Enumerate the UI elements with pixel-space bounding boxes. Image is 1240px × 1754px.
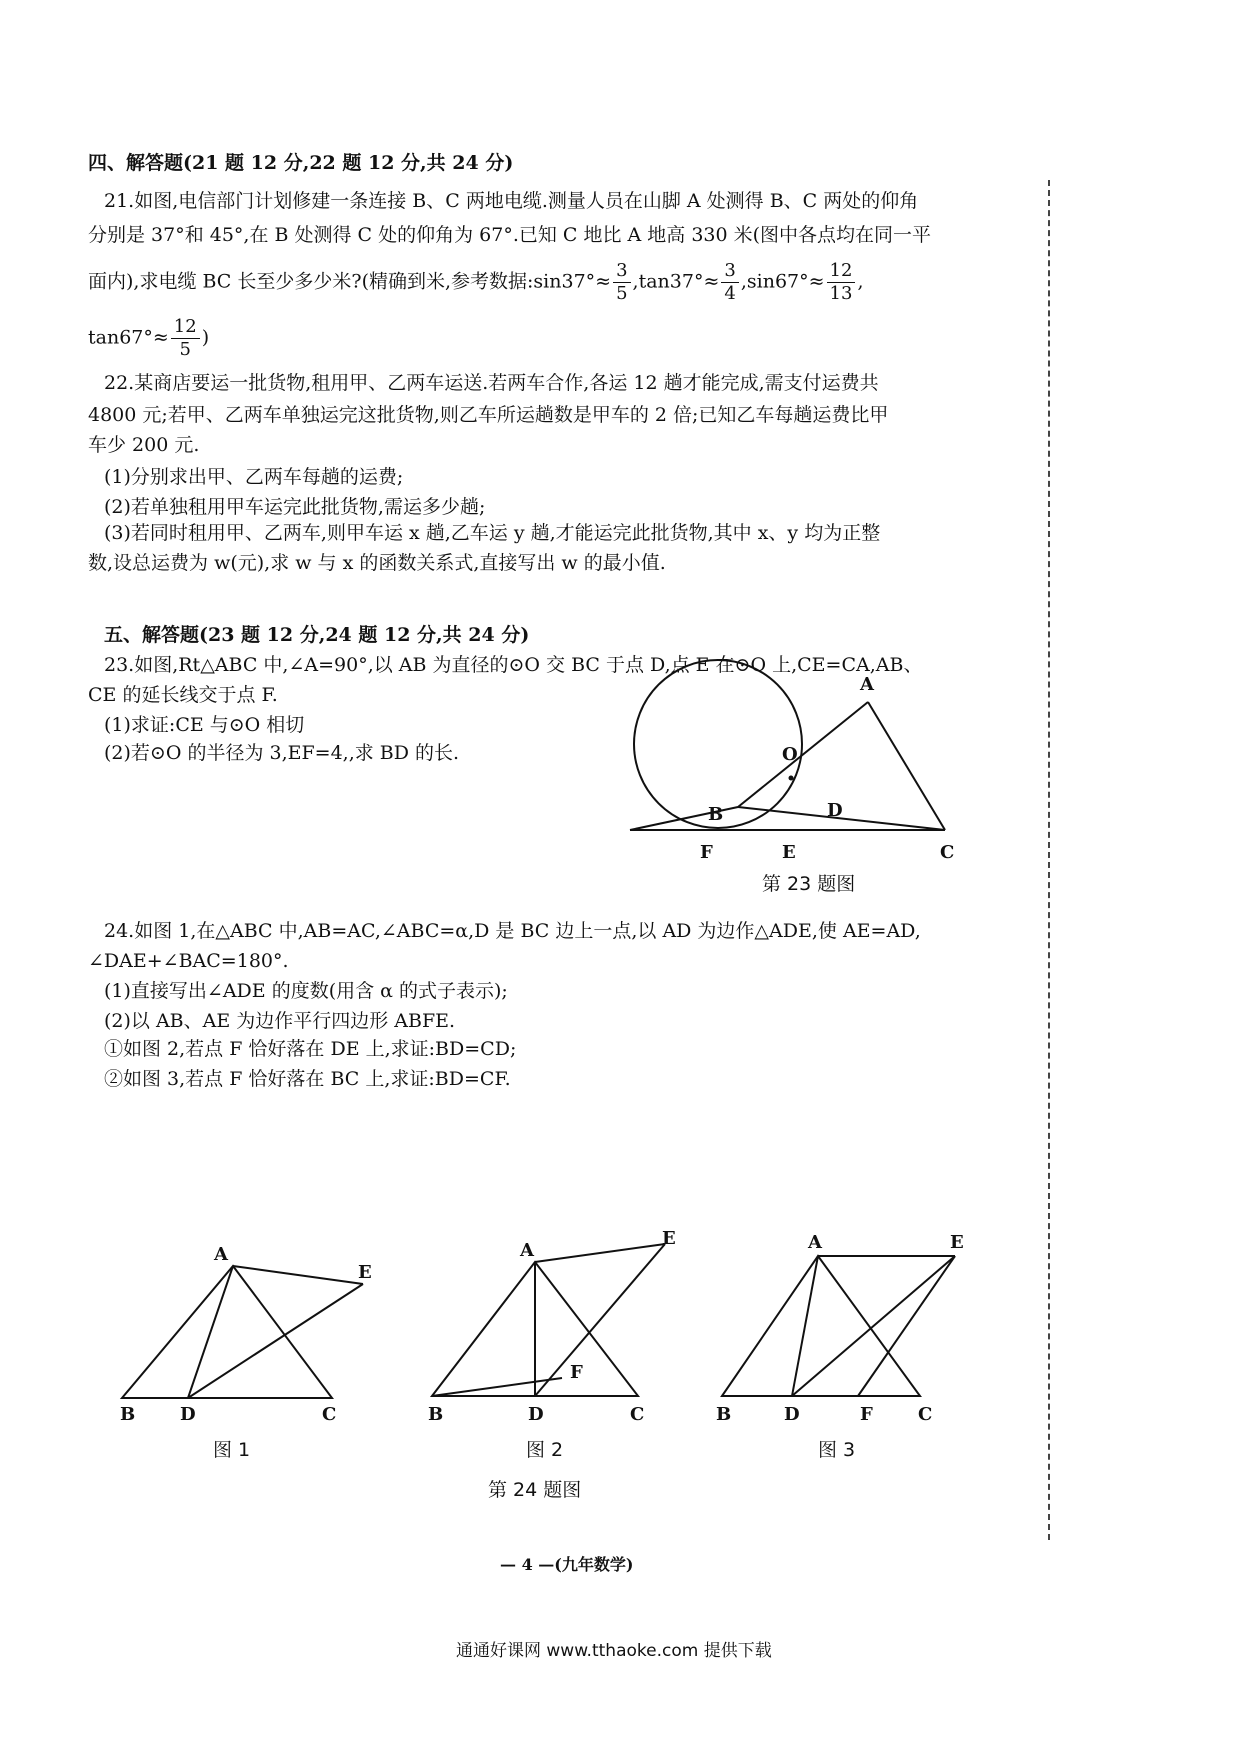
q23-part-1: (1)求证:CE 与⊙O 相切 — [104, 714, 305, 736]
fig2-label-d: D — [528, 1404, 544, 1425]
fig23-label-a: A — [860, 674, 874, 695]
line-de-2 — [535, 1244, 665, 1396]
fig1-caption: 图 1 — [213, 1439, 251, 1461]
q21-line-2: 分别是 37°和 45°,在 B 处测得 C 处的仰角为 67°.已知 C 地比 A 地高 330 米(图中各点均在同一平 — [88, 224, 932, 246]
figure-24-3 — [722, 1256, 955, 1396]
fig23-label-f: F — [700, 842, 713, 863]
fig2-label-f: F — [570, 1362, 583, 1383]
q24-part-1: (1)直接写出∠ADE 的度数(用含 α 的式子表示); — [104, 980, 508, 1002]
circle-o — [634, 660, 802, 828]
q24-part-2b: ②如图 3,若点 F 恰好落在 BC 上,求证:BD=CF. — [104, 1068, 511, 1090]
line-ae-2 — [535, 1244, 665, 1262]
q22-part-3-line-1: (3)若同时租用甲、乙两车,则甲车运 x 趟,乙车运 y 趟,才能运完此批货物,其中 x、y 均为正整 — [104, 522, 881, 544]
figure-24-1 — [122, 1266, 363, 1398]
q22-part-1: (1)分别求出甲、乙两车每趟的运费; — [104, 466, 404, 488]
q24-line-1: 24.如图 1,在△ABC 中,AB=AC,∠ABC=α,D 是 BC 边上一点,以 AD 为边作△ADE,使 AE=AD, — [104, 920, 921, 942]
fraction-3-5: $\frac{3}{5}$ — [613, 262, 630, 303]
q23-line-1: 23.如图,Rt△ABC 中,∠A=90°,以 AB 为直径的⊙O 交 BC 于点 D,点 E 在⊙O 上,CE=CA,AB、 — [104, 654, 923, 676]
fig1-label-b: B — [120, 1404, 136, 1425]
line-ab — [738, 702, 868, 807]
q23-part-2: (2)若⊙O 的半径为 3,EF=4,,求 BD 的长. — [104, 742, 460, 764]
fig3-label-d: D — [784, 1404, 800, 1425]
page-number: — 4 —(九年数学) — [500, 1555, 634, 1574]
fig2-label-e: E — [662, 1228, 676, 1249]
fig2-label-a: A — [520, 1240, 534, 1261]
fig23-caption: 第 23 题图 — [762, 873, 856, 895]
q21-line-3-text-d: , — [857, 270, 864, 293]
fig23-label-o: O — [782, 744, 798, 765]
q22-part-3-line-2: 数,设总运费为 w(元),求 w 与 x 的函数关系式,直接写出 w 的最小值. — [88, 552, 666, 574]
q21-line-3-text-c: ,sin67°≈ — [740, 270, 825, 293]
line-ae-1 — [233, 1266, 363, 1284]
fig2-caption: 图 2 — [526, 1439, 564, 1461]
figure-24-2 — [432, 1244, 665, 1396]
fraction-12-5: $\frac{12}{5}$ — [171, 318, 200, 359]
fig3-label-b: B — [716, 1404, 732, 1425]
q21-line-3-text-b: ,tan37°≈ — [632, 270, 720, 293]
line-ad-3 — [792, 1256, 818, 1396]
fig3-label-a: A — [808, 1232, 822, 1253]
fig1-label-d: D — [180, 1404, 196, 1425]
fig23-label-b: B — [708, 804, 724, 825]
fig1-label-a: A — [214, 1244, 228, 1265]
q22-line-1: 22.某商店要运一批货物,租用甲、乙两车运送.若两车合作,各运 12 趟才能完成,需支付运费共 — [104, 372, 879, 394]
triangle-abc-3 — [722, 1256, 920, 1396]
q21-line-3-text-a: 面内),求电缆 BC 长至少多少米?(精确到米,参考数据:sin37°≈ — [88, 270, 612, 293]
fig1-label-e: E — [358, 1262, 372, 1283]
fraction-3-4: $\frac{3}{4}$ — [721, 262, 738, 303]
fig23-label-d: D — [827, 800, 843, 821]
fraction-12-13: $\frac{12}{13}$ — [827, 262, 856, 303]
section-4-heading: 四、解答题(21 题 12 分,22 题 12 分,共 24 分) — [88, 152, 514, 174]
section-5-heading: 五、解答题(23 题 12 分,24 题 12 分,共 24 分) — [104, 624, 530, 646]
line-de-1 — [188, 1284, 363, 1398]
fig2-label-c: C — [630, 1404, 645, 1425]
fig1-label-c: C — [322, 1404, 337, 1425]
q22-line-3: 车少 200 元. — [88, 434, 200, 456]
q24-part-2: (2)以 AB、AE 为边作平行四边形 ABFE. — [104, 1010, 456, 1032]
fig3-caption: 图 3 — [818, 1439, 856, 1461]
fig3-label-f: F — [860, 1404, 873, 1425]
fig2-label-b: B — [428, 1404, 444, 1425]
footer-text: 通通好课网 www.tthaoke.com 提供下载 — [456, 1641, 772, 1661]
fig3-label-e: E — [950, 1232, 964, 1253]
fig3-label-c: C — [918, 1404, 933, 1425]
q21-line-1: 21.如图,电信部门计划修建一条连接 B、C 两地电缆.测量人员在山脚 A 处测得 B、C 两处的仰角 — [104, 190, 919, 212]
fig23-label-e: E — [782, 842, 796, 863]
fig23-label-c: C — [940, 842, 955, 863]
q21-line-4-text-b: ) — [201, 326, 210, 349]
line-ad-1 — [188, 1266, 233, 1398]
q22-part-2: (2)若单独租用甲车运完此批货物,需运多少趟; — [104, 496, 486, 518]
fig24-caption: 第 24 题图 — [488, 1479, 582, 1501]
q21-line-4-text-a: tan67°≈ — [88, 326, 169, 349]
q24-part-2a: ①如图 2,若点 F 恰好落在 DE 上,求证:BD=CD; — [104, 1038, 517, 1060]
q22-line-2: 4800 元;若甲、乙两车单独运完这批货物,则乙车所运趟数是甲车的 2 倍;已知乙车每趟运费比甲 — [88, 404, 889, 426]
line-ac — [868, 702, 945, 830]
q24-line-2: ∠DAE+∠BAC=180°. — [88, 950, 289, 972]
q23-line-2: CE 的延长线交于点 F. — [88, 684, 278, 706]
center-o-dot — [789, 776, 794, 781]
